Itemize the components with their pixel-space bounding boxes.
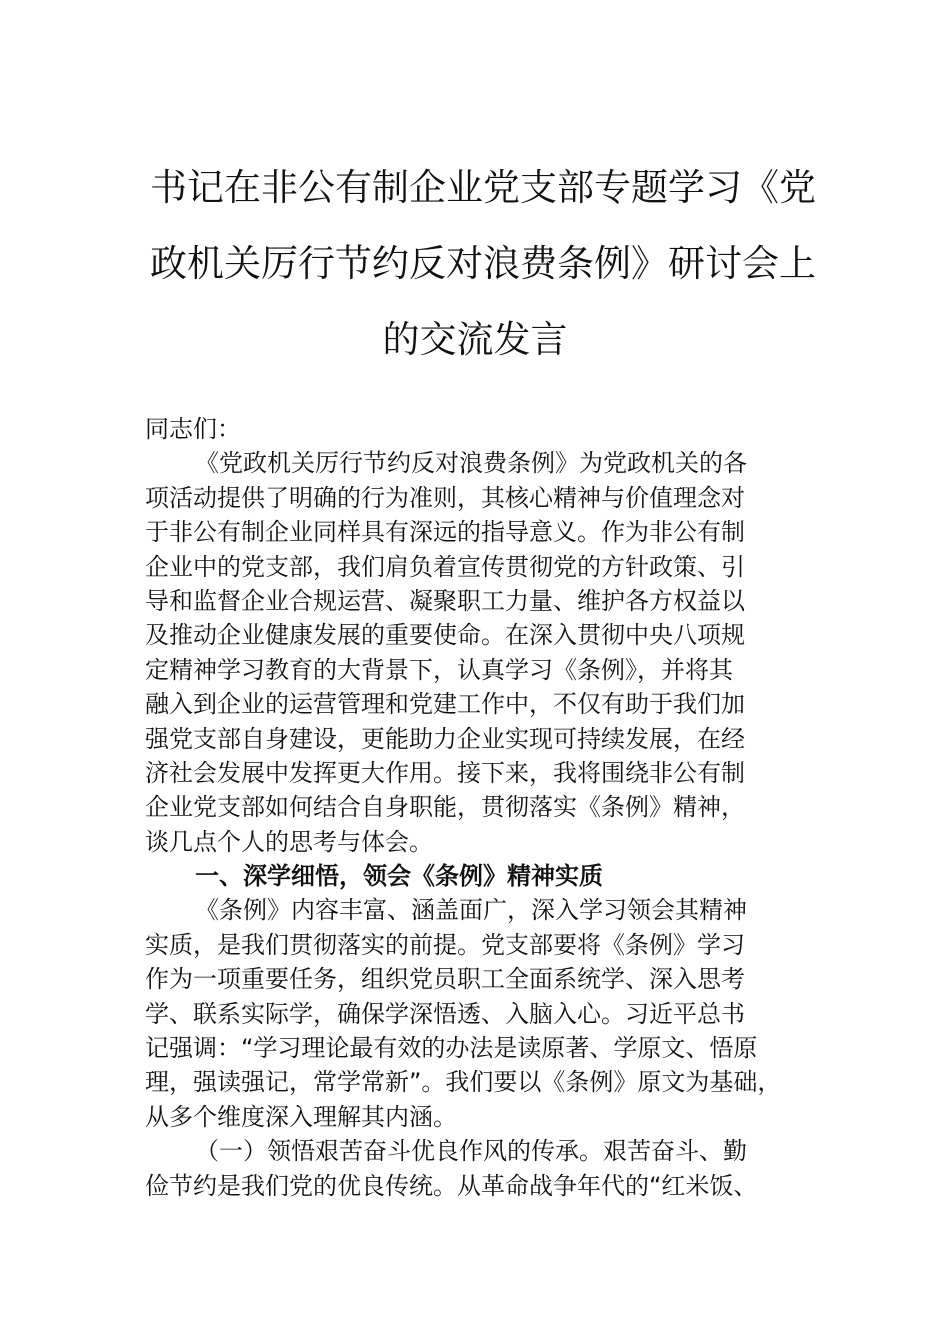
paragraph-line: 作为一项重要任务，组织党员职工全面系统学、深入思考 [145, 965, 745, 994]
title-line: 政机关厉行节约反对浪费条例》研讨会上 [150, 242, 816, 285]
paragraph-line: （一）领悟艰苦奋斗优良作风的传承。艰苦奋斗、勤 [195, 1137, 747, 1166]
paragraph-line: 项活动提供了明确的行为准则，其核心精神与价值理念对 [145, 483, 745, 512]
document-body [145, 412, 810, 1203]
paragraph-line: 强党支部自身建设，更能助力企业实现可持续发展，在经 [145, 724, 745, 753]
paragraph-line: 于非公有制企业同样具有深远的指导意义。作为非公有制 [145, 518, 745, 547]
paragraph-line: 谈几点个人的思考与体会。 [145, 827, 433, 856]
salutation: 同志们： [145, 415, 241, 443]
paragraph-line: 理，强读强记，常学常新”。我们要以《条例》原文为基础， [145, 1068, 782, 1097]
paragraph-line: 实质，是我们贯彻落实的前提。党支部要将《条例》学习 [145, 930, 745, 959]
paragraph-line: 企业党支部如何结合自身职能，贯彻落实《条例》精神， [145, 793, 745, 822]
section-heading: 一、深学细悟，领会《条例》精神实质 [195, 862, 603, 891]
paragraph-line: 《党政机关厉行节约反对浪费条例》为党政机关的各 [195, 449, 747, 478]
paragraph-line: 融入到企业的运营管理和党建工作中，不仅有助于我们加 [145, 690, 745, 719]
paragraph-line: 及推动企业健康发展的重要使命。在深入贯彻中央八项规 [145, 621, 745, 650]
document-title [150, 150, 816, 378]
title-line: 书记在非公有制企业党支部专题学习《党 [150, 166, 816, 209]
paragraph-line: 企业中的党支部，我们肩负着宣传贯彻党的方针政策、引 [145, 552, 745, 581]
paragraph-line: 导和监督企业合规运营、凝聚职工力量、维护各方权益以 [145, 586, 745, 615]
paragraph-line: 定精神学习教育的大背景下，认真学习《条例》，并将其 [145, 655, 733, 684]
paragraph-line: 济社会发展中发挥更大作用。接下来，我将围绕非公有制 [145, 758, 745, 787]
paragraph-line: 从多个维度深入理解其内涵。 [145, 1102, 457, 1131]
paragraph-line: 记强调：“学习理论最有效的办法是读原著、学原文、悟原 [145, 1034, 758, 1063]
paragraph-line: 俭节约是我们党的优良传统。从革命战争年代的“红米饭、 [145, 1171, 758, 1200]
paragraph-line: 《条例》内容丰富、涵盖面广，深入学习领会其精神 [195, 896, 747, 925]
title-line: 的交流发言 [382, 318, 568, 361]
paragraph-line: 学、联系实际学，确保学深悟透、入脑入心。习近平总书 [145, 999, 745, 1028]
